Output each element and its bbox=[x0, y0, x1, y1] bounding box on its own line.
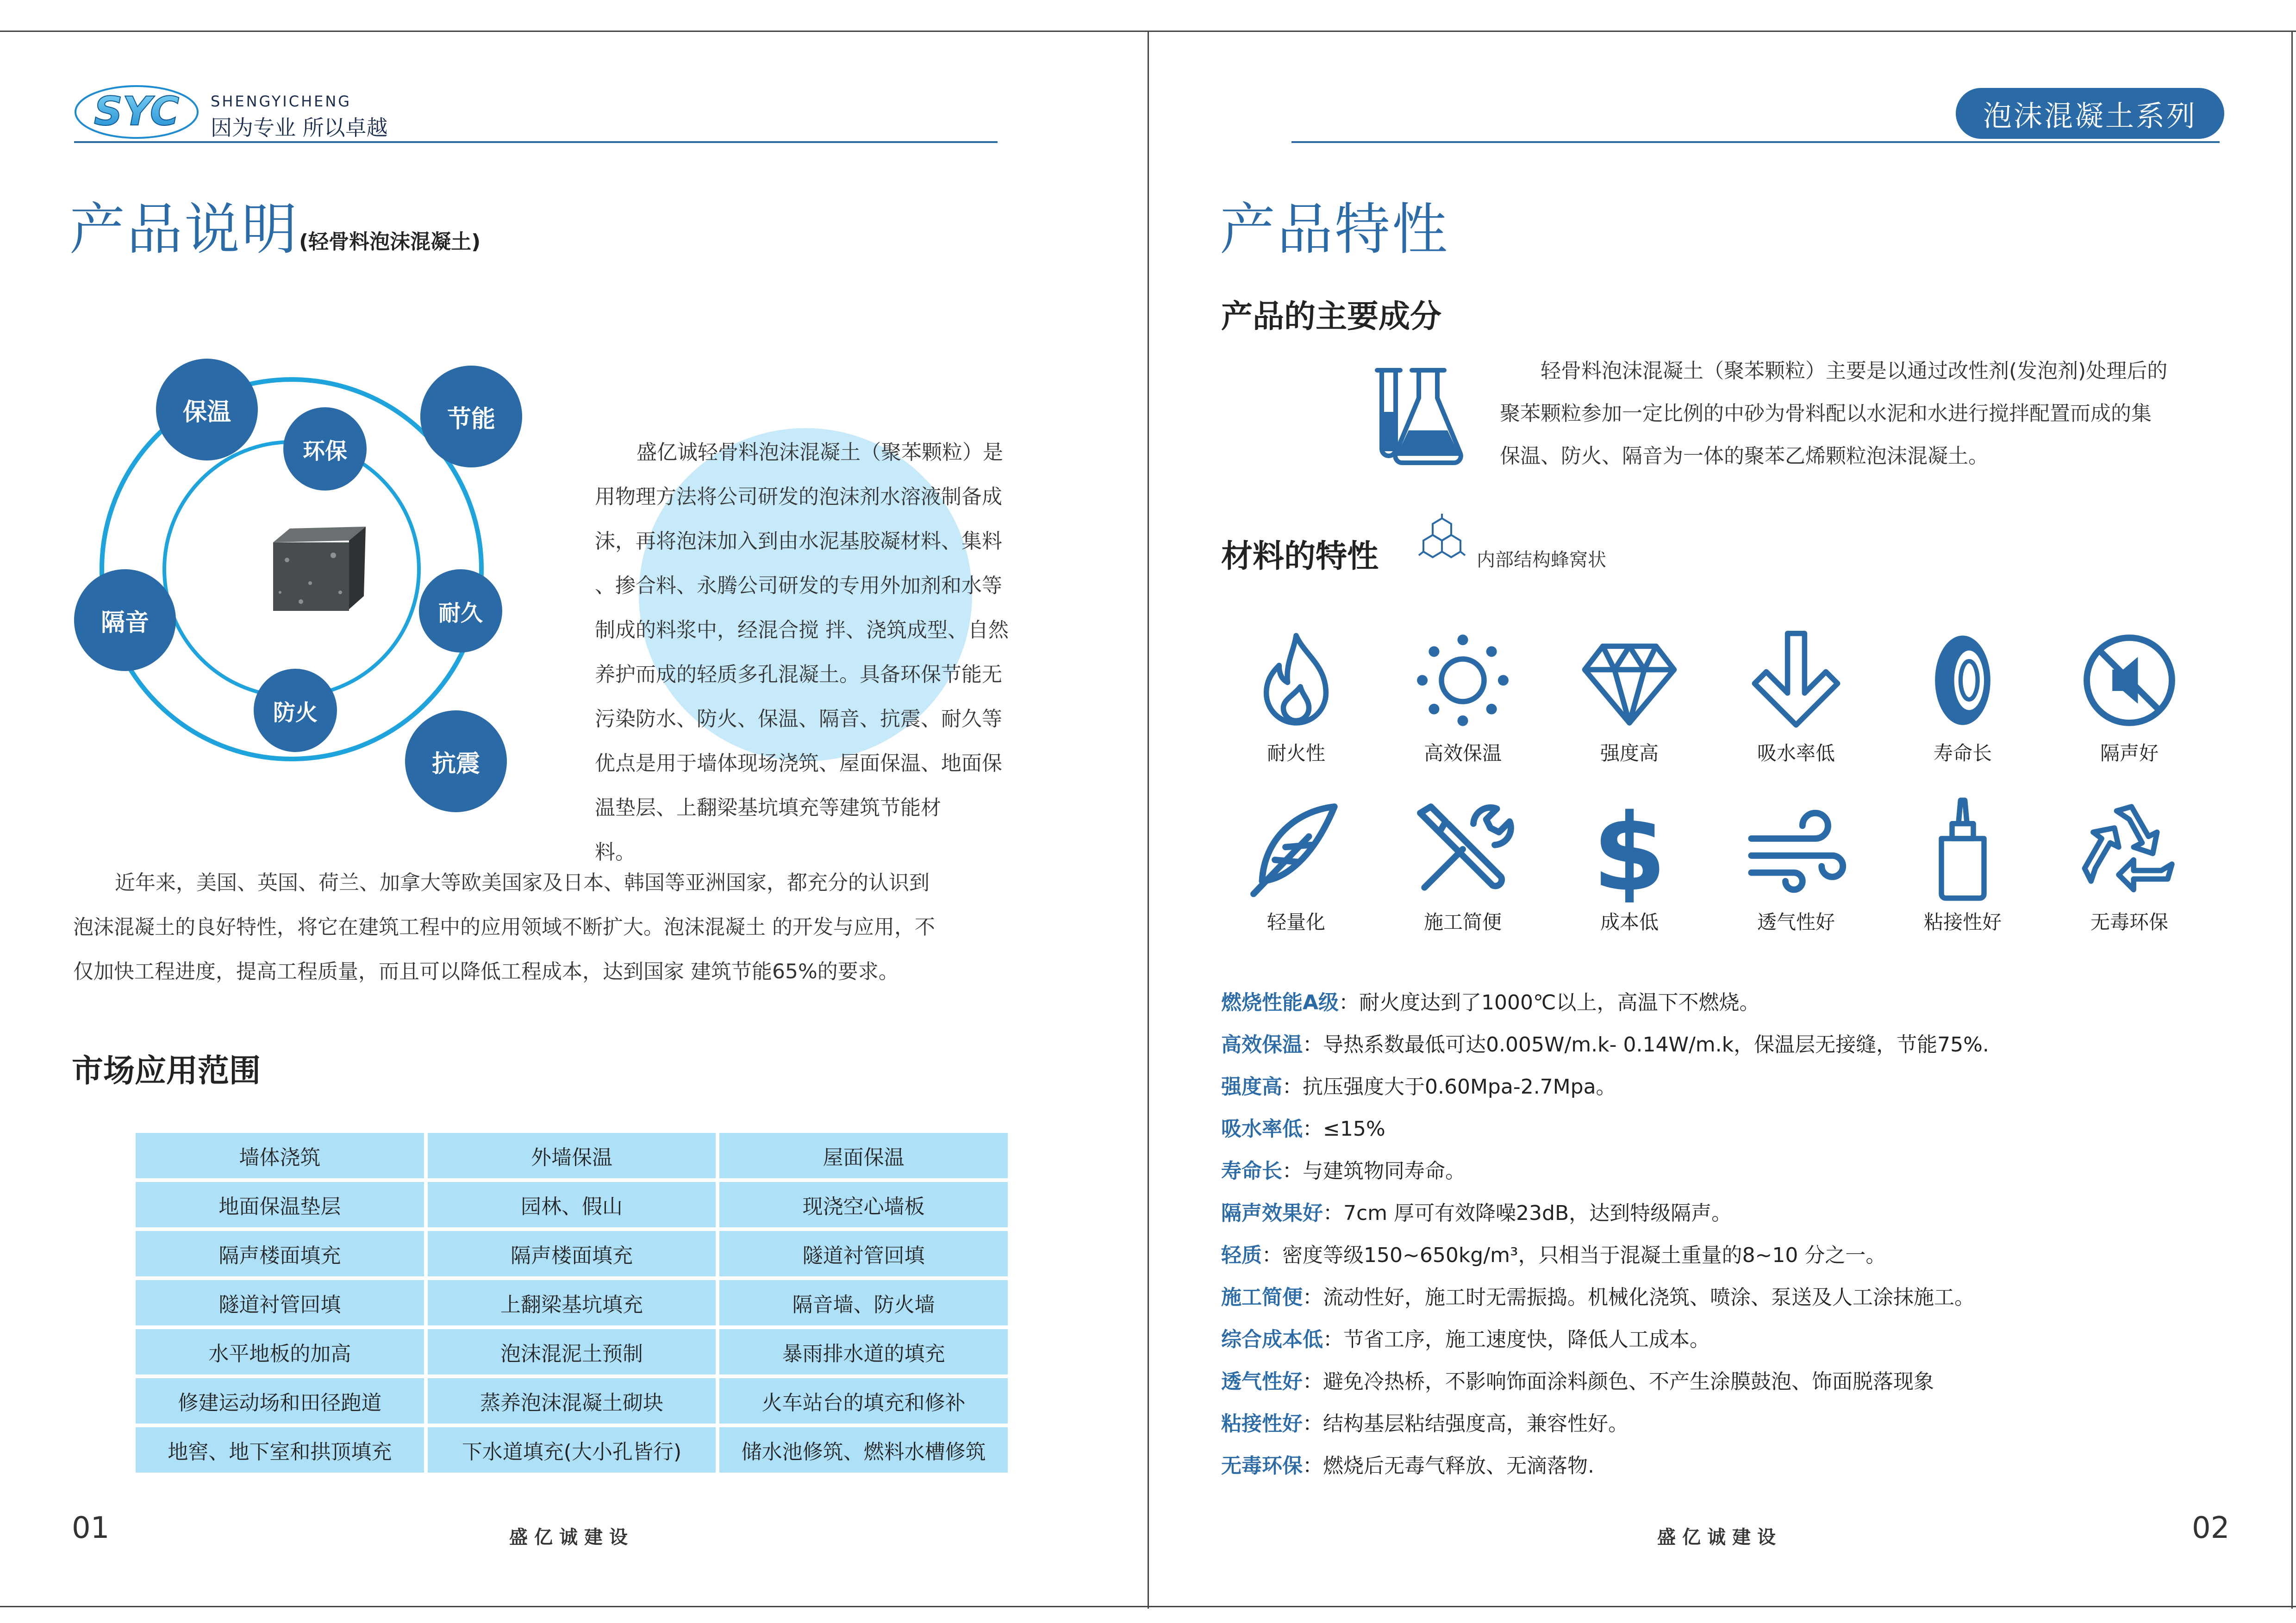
feature-easy bbox=[1393, 796, 1532, 935]
table-cell: 暴雨排水道的填充 bbox=[719, 1329, 1008, 1374]
left-header-rule bbox=[74, 141, 998, 143]
diamond-icon bbox=[1576, 627, 1683, 734]
table-cell: 隔音墙、防火墙 bbox=[719, 1280, 1008, 1325]
feature-label: 轻量化 bbox=[1267, 911, 1325, 933]
table-row bbox=[136, 1427, 1008, 1473]
table-cell: 储水池修筑、燃料水槽修筑 bbox=[719, 1427, 1008, 1473]
left-title-text: 产品说明 bbox=[69, 198, 299, 262]
node-eco: 环保 bbox=[283, 407, 367, 491]
table-row bbox=[136, 1182, 1008, 1227]
market-title: 市场应用范围 bbox=[72, 1053, 261, 1089]
node-insulation: 保温 bbox=[156, 359, 258, 460]
feature-value: ：≤15% bbox=[1303, 1117, 1385, 1141]
feature-value: ：燃烧后无毒气释放、无滴落物. bbox=[1303, 1454, 1594, 1478]
feature-adhesive bbox=[1893, 796, 2032, 935]
feature-item bbox=[1221, 1407, 1628, 1436]
intro-line: 制成的料浆中，经混合搅 拌、浇筑成型、自然 bbox=[595, 618, 1009, 642]
right-header-rule bbox=[1292, 141, 2220, 143]
feature-value: ：与建筑物同寿命。 bbox=[1282, 1159, 1466, 1183]
feature-label: 高效保温 bbox=[1423, 742, 1502, 765]
right-page-title: 产品特性 bbox=[1220, 198, 1449, 262]
composition-paragraph bbox=[1500, 350, 2240, 478]
feature-fire bbox=[1227, 627, 1366, 766]
arrow-down-icon bbox=[1743, 627, 1849, 734]
feature-label: 粘接性好 bbox=[1923, 911, 2002, 933]
feature-label: 吸水率低 bbox=[1757, 742, 1835, 765]
fire-icon bbox=[1243, 627, 1349, 734]
feature-item bbox=[1221, 1112, 1385, 1142]
logo-name: SHENGYICHENG bbox=[211, 93, 352, 110]
table-cell: 下水道填充(大小孔皆行) bbox=[428, 1427, 716, 1473]
node-durable: 耐久 bbox=[419, 569, 502, 653]
concrete-block-image bbox=[273, 527, 366, 611]
composition-line: 轻骨料泡沫混凝土（聚苯颗粒）主要是以通过改性剂(发泡剂)处理后的 bbox=[1541, 359, 2168, 383]
table-cell: 隧道衬管回填 bbox=[719, 1231, 1008, 1276]
intro-line: 温垫层、上翻梁基坑填充等建筑节能材 bbox=[595, 796, 941, 820]
logo-slogan: 因为专业 所以卓越 bbox=[211, 115, 388, 140]
feature-item bbox=[1221, 1238, 1886, 1268]
feature-key: 燃烧性能A级 bbox=[1221, 991, 1339, 1014]
feature-value: ：避免冷热桥，不影响饰面涂料颜色、不产生涂膜鼓泡、饰面脱落现象 bbox=[1303, 1370, 1934, 1393]
table-row bbox=[136, 1329, 1008, 1374]
table-cell: 隧道衬管回填 bbox=[136, 1280, 424, 1325]
table-cell: 外墙保温 bbox=[428, 1133, 716, 1178]
feature-label: 施工简便 bbox=[1423, 911, 1502, 933]
table-cell: 上翻梁基坑填充 bbox=[428, 1280, 716, 1325]
feature-label: 寿命长 bbox=[1933, 742, 1992, 765]
feature-item bbox=[1221, 1449, 1594, 1479]
intro-line: 、掺合料、永腾公司研发的专用外加剂和水等 bbox=[595, 574, 1002, 597]
market-paragraph bbox=[73, 861, 1059, 994]
tools-icon bbox=[1410, 796, 1516, 902]
feature-label: 隔声好 bbox=[2100, 742, 2159, 765]
wind-icon bbox=[1743, 796, 1849, 902]
feature-value: ：流动性好，施工时无需振捣。机械化浇筑、喷涂、泵送及人工涂抹施工。 bbox=[1303, 1286, 1975, 1309]
feature-key: 强度高 bbox=[1221, 1075, 1282, 1099]
feature-sound bbox=[2060, 627, 2199, 766]
glue-bottle-icon bbox=[1909, 796, 2016, 902]
syc-logo bbox=[74, 84, 199, 140]
node-energy: 节能 bbox=[420, 366, 522, 467]
node-fireproof: 防火 bbox=[254, 669, 337, 752]
footer-company-right: 盛亿诚建设 bbox=[1657, 1527, 1782, 1548]
feature-key: 透气性好 bbox=[1221, 1370, 1303, 1393]
intro-line: 养护而成的轻质多孔混凝土。具备环保节能无 bbox=[595, 663, 1002, 686]
feature-label: 透气性好 bbox=[1757, 911, 1835, 933]
feature-key: 无毒环保 bbox=[1221, 1454, 1303, 1478]
feature-value: ：耐火度达到了1000℃以上，高温下不燃烧。 bbox=[1339, 991, 1760, 1014]
page-number-left: 01 bbox=[72, 1511, 110, 1545]
sun-icon bbox=[1410, 627, 1516, 734]
table-row bbox=[136, 1231, 1008, 1276]
left-page-title bbox=[69, 185, 480, 265]
feature-breathable bbox=[1727, 796, 1866, 935]
intro-line: 盛亿诚轻骨料泡沫混凝土（聚苯颗粒）是 bbox=[636, 441, 1003, 464]
feature-item bbox=[1221, 1154, 1466, 1184]
material-title: 材料的特性 bbox=[1221, 538, 1379, 575]
feature-label: 耐火性 bbox=[1267, 742, 1325, 765]
series-badge: 泡沫混凝土系列 bbox=[1956, 88, 2224, 139]
feature-label: 强度高 bbox=[1600, 742, 1659, 765]
feature-value: ：结构基层粘结强度高，兼容性好。 bbox=[1303, 1412, 1628, 1436]
feature-item bbox=[1221, 1070, 1616, 1100]
feature-light bbox=[1227, 796, 1366, 935]
intro-line: 沫，再将泡沫加入到由水泥基胶凝材料、集料 bbox=[595, 529, 1002, 553]
feature-key: 施工简便 bbox=[1221, 1286, 1303, 1309]
table-cell: 修建运动场和田径跑道 bbox=[136, 1378, 424, 1424]
left-subtitle: (轻骨料泡沫混凝土) bbox=[299, 230, 481, 254]
svg-text:SYC: SYC bbox=[94, 88, 180, 135]
feature-item bbox=[1221, 1323, 1710, 1352]
feature-diamond bbox=[1560, 627, 1699, 766]
feature-key: 高效保温 bbox=[1221, 1033, 1303, 1057]
table-cell: 隔声楼面填充 bbox=[428, 1231, 716, 1276]
table-cell: 隔声楼面填充 bbox=[136, 1231, 424, 1276]
node-seismic: 抗震 bbox=[405, 710, 507, 812]
composition-line: 聚苯颗粒参加一定比例的中砂为骨料配以水泥和水进行搅拌配置而成的集 bbox=[1500, 402, 2152, 425]
table-row bbox=[136, 1378, 1008, 1424]
fold-line bbox=[1148, 31, 1149, 1609]
table-cell: 地窖、地下室和拱顶填充 bbox=[136, 1427, 424, 1473]
feature-key: 轻质 bbox=[1221, 1244, 1262, 1267]
intro-line: 料。 bbox=[595, 840, 636, 864]
feather-icon bbox=[1243, 796, 1349, 902]
table-cell: 园林、假山 bbox=[428, 1182, 716, 1227]
table-cell: 火车站台的填充和修补 bbox=[719, 1378, 1008, 1424]
table-cell: 蒸养泡沫混凝土砌块 bbox=[428, 1378, 716, 1424]
tire-icon bbox=[1909, 627, 2016, 734]
node-soundproof: 隔音 bbox=[74, 569, 176, 671]
table-cell: 屋面保温 bbox=[719, 1133, 1008, 1178]
intro-line: 优点是用于墙体现场浇筑、屋面保温、地面保 bbox=[595, 752, 1002, 775]
table-cell: 现浇空心墙板 bbox=[719, 1182, 1008, 1227]
feature-key: 综合成本低 bbox=[1221, 1328, 1323, 1351]
feature-key: 寿命长 bbox=[1221, 1159, 1282, 1183]
intro-line: 污染防水、防火、保温、隔音、抗震、耐久等 bbox=[595, 707, 1002, 731]
feature-sun bbox=[1393, 627, 1532, 766]
material-note: 内部结构蜂窝状 bbox=[1477, 549, 1606, 571]
feature-item bbox=[1221, 1281, 1975, 1310]
feature-item bbox=[1221, 1196, 1732, 1226]
intro-paragraph bbox=[595, 430, 1072, 875]
feature-lifespan bbox=[1893, 627, 2032, 766]
feature-item bbox=[1221, 1365, 1934, 1394]
page-number-right: 02 bbox=[2192, 1511, 2230, 1545]
intro-line: 用物理方法将公司研发的泡沫剂水溶液制备成 bbox=[595, 485, 1002, 509]
feature-key: 吸水率低 bbox=[1221, 1117, 1303, 1141]
footer-company-left: 盛亿诚建设 bbox=[509, 1527, 634, 1548]
feature-item bbox=[1221, 986, 1759, 1015]
feature-value: ：抗压强度大于0.60Mpa-2.7Mpa。 bbox=[1282, 1075, 1616, 1099]
feature-item bbox=[1221, 1028, 1989, 1057]
table-row bbox=[136, 1133, 1008, 1178]
mute-speaker-icon bbox=[2076, 627, 2183, 734]
svg-text:$: $ bbox=[1592, 796, 1667, 902]
table-cell: 泡沫混泥土预制 bbox=[428, 1329, 716, 1374]
table-cell: 地面保温垫层 bbox=[136, 1182, 424, 1227]
flask-icon bbox=[1368, 361, 1470, 467]
feature-value: ：导热系数最低可达0.005W/m.k- 0.14W/m.k，保温层无接缝，节能75%. bbox=[1303, 1033, 1989, 1057]
feature-value: ：节省工序，施工速度快，降低人工成本。 bbox=[1323, 1328, 1710, 1351]
composition-line: 保温、防火、隔音为一体的聚苯乙烯颗粒泡沫混凝土。 bbox=[1500, 444, 1989, 468]
feature-key: 粘接性好 bbox=[1221, 1412, 1303, 1436]
feature-label: 成本低 bbox=[1600, 911, 1659, 933]
dollar-icon bbox=[1576, 796, 1683, 902]
feature-value: ：7cm 厚可有效降噪23dB，达到特级隔声。 bbox=[1323, 1201, 1732, 1225]
table-row bbox=[136, 1280, 1008, 1325]
trim-right bbox=[2291, 31, 2293, 1609]
feature-eco bbox=[2060, 796, 2199, 935]
honeycomb-icon bbox=[1414, 514, 1470, 583]
feature-cost bbox=[1560, 796, 1699, 935]
composition-title: 产品的主要成分 bbox=[1221, 298, 1442, 335]
table-cell: 墙体浇筑 bbox=[136, 1133, 424, 1178]
table-cell: 水平地板的加高 bbox=[136, 1329, 424, 1374]
application-table bbox=[132, 1129, 1011, 1476]
feature-value: ：密度等级150~650kg/m³，只相当于混凝土重量的8~10 分之一。 bbox=[1262, 1244, 1886, 1267]
market-line: 仅加快工程进度，提高工程质量，而且可以降低工程成本，达到国家 建筑节能65%的要求。 bbox=[73, 960, 899, 983]
feature-label: 无毒环保 bbox=[2090, 911, 2168, 933]
feature-key: 隔声效果好 bbox=[1221, 1201, 1323, 1225]
recycle-icon bbox=[2076, 796, 2183, 902]
feature-absorb bbox=[1727, 627, 1866, 766]
market-line: 近年来，美国、英国、荷兰、加拿大等欧美国家及日本、韩国等亚洲国家，都充分的认识到 bbox=[115, 871, 930, 895]
market-line: 泡沫混凝土的良好特性，将它在建筑工程中的应用领域不断扩大。泡沫混凝土 的开发与应用，不 bbox=[73, 915, 935, 939]
